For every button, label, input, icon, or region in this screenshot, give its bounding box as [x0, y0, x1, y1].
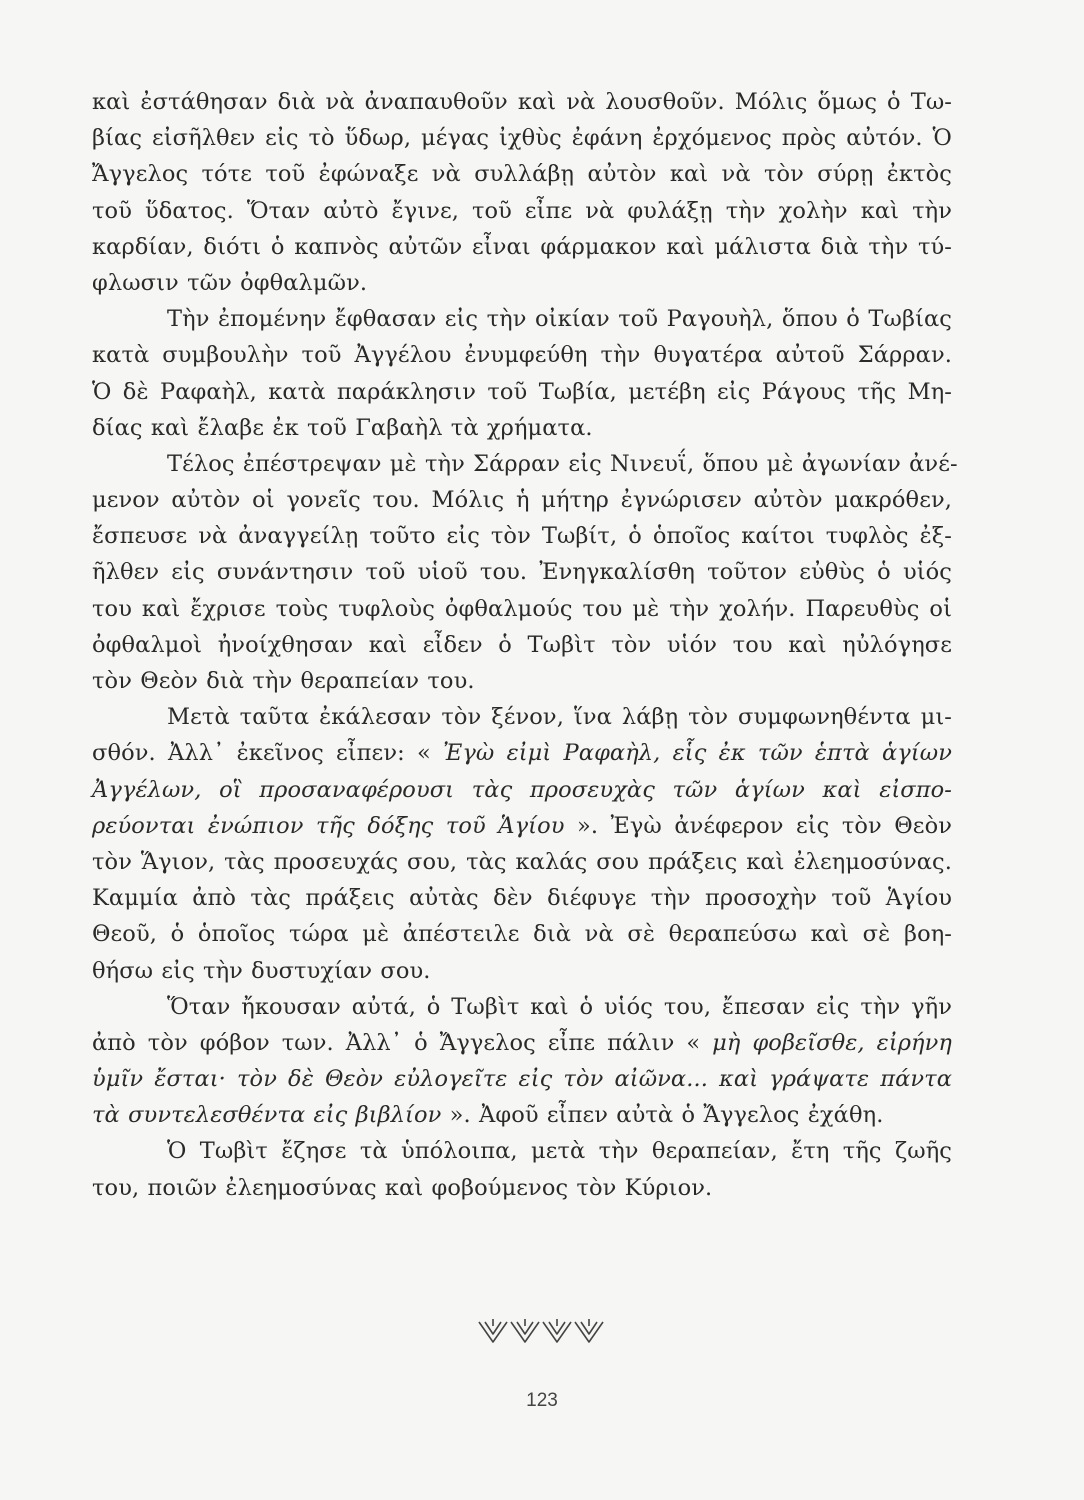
text-line: κατὰ συμβουλὴν τοῦ Ἀγγέλου ἐνυμφεύθη τὴν θυγατέρα αὐτοῦ Σάρραν. — [92, 342, 952, 369]
text-line: ῆλθεν εἰς συνάντησιν τοῦ υἱοῦ του. Ἐνηγκαλίσθη τοῦτον εὐθὺς ὁ υἱός — [92, 559, 952, 586]
text-line: τὸν Ἅγιον, τὰς προσευχάς σου, τὰς καλάς σου πράξεις καὶ ἐλεημοσύνας. — [92, 848, 952, 875]
paragraph-start: Ὅταν ἤκουσαν αὐτά, ὁ Τωβὶτ καὶ ὁ υἱός του, ἔπεσαν εἰς τὴν γῆν — [167, 993, 952, 1020]
paragraph-start: Μετὰ ταῦτα ἐκάλεσαν τὸν ξένον, ἵνα λάβῃ τὸν συμφωνηθέντα μι- — [167, 704, 952, 731]
text-line: ὀφθαλμοὶ ἠνοίχθησαν καὶ εἶδεν ὁ Τωβὶτ τὸν υἱόν του καὶ ηὐλόγησε — [92, 631, 952, 658]
quote-text: τὰ συντελεσθέντα εἰς βιβλίον — [92, 1102, 442, 1129]
quote-text: Ἐγὼ εἰμὶ Ραφαὴλ, εἷς ἐκ τῶν ἑπτὰ ἁγίων — [443, 740, 952, 767]
text-line-quote — [92, 808, 952, 844]
text-line-quote — [92, 1097, 952, 1133]
page-number: 123 — [526, 1390, 558, 1411]
text-line-quote — [92, 1025, 952, 1061]
quote-text: μὴ φοβεῖσθε, εἰρήνη — [712, 1029, 953, 1056]
quote-line: ὑμῖν ἔσται· τὸν δὲ Θεὸν εὐλογεῖτε εἰς τὸν αἰῶνα... καὶ γράψατε πάντα — [92, 1066, 952, 1093]
text-line-quote — [92, 735, 952, 771]
text-line: καρδίαν, διότι ὁ καπνὸς αὐτῶν εἶναι φάρμακον καὶ μάλιστα διὰ τὴν τύ- — [92, 233, 952, 260]
paragraph-start: Ὁ Τωβὶτ ἔζησε τὰ ὑπόλοιπα, μετὰ τὴν θεραπείαν, ἔτη τῆς ζωῆς — [167, 1138, 952, 1165]
text-line: μενον αὐτὸν οἱ γονεῖς του. Μόλις ἡ μήτηρ ἐγνώρισεν αὐτὸν μακρόθεν, — [92, 487, 952, 514]
paragraph-start: Τὴν ἐπομένην ἔφθασαν εἰς τὴν οἰκίαν τοῦ Ραγουὴλ, ὅπου ὁ Τωβίας — [167, 306, 952, 333]
text-line: φλωσιν τῶν ὀφθαλμῶν. — [92, 269, 368, 296]
text-line: τοῦ ὕδατος. Ὅταν αὐτὸ ἔγινε, τοῦ εἶπε νὰ φυλάξῃ τὴν χολὴν καὶ τὴν — [92, 197, 952, 224]
paragraph-start: Τέλος ἐπέστρεψαν μὲ τὴν Σάρραν εἰς Νινευΐ, ὅπου μὲ ἀγωνίαν ἀνέ- — [167, 450, 958, 477]
text-line: Ἄγγελος τότε τοῦ ἐφώναξε νὰ συλλάβῃ αὐτὸν καὶ νὰ τὸν σύρῃ ἐκτὸς — [92, 161, 952, 188]
text-line: Θεοῦ, ὁ ὁποῖος τώρα μὲ ἀπέστειλε διὰ νὰ σὲ θεραπεύσω καὶ σὲ βοη- — [92, 921, 952, 948]
ornament-icon — [477, 1316, 607, 1346]
text-line: καὶ ἐστάθησαν διὰ νὰ ἀναπαυθοῦν καὶ νὰ λουσθοῦν. Μόλις ὅμως ὁ Τω- — [92, 89, 952, 115]
text-line: ἔσπευσε νὰ ἀναγγείλῃ τοῦτο εἰς τὸν Τωβίτ, ὁ ὁποῖος καίτοι τυφλὸς ἐξ- — [92, 523, 952, 550]
text-line: του καὶ ἔχρισε τοὺς τυφλοὺς ὀφθαλμούς του μὲ τὴν χολήν. Παρευθὺς οἱ — [92, 595, 952, 622]
quote-close: ». Ἐγὼ ἀνέφερον εἰς τὸν Θεὸν — [564, 812, 952, 839]
text-line: τὸν Θεὸν διὰ τὴν θεραπείαν του. — [92, 668, 475, 694]
text-line: θήσω εἰς τὴν δυστυχίαν σου. — [92, 957, 431, 984]
quote-lead-in: ἀπὸ τὸν φόβον των. Ἀλλ᾽ ὁ Ἄγγελος εἶπε πάλιν « — [92, 1029, 713, 1056]
body-text — [92, 84, 958, 1206]
quote-text: ρεύονται ἐνώπιον τῆς δόξης τοῦ Ἁγίου — [92, 812, 565, 839]
ornament-divider — [0, 1316, 1084, 1346]
text-line: δίας καὶ ἔλαβε ἐκ τοῦ Γαβαὴλ τὰ χρήματα. — [92, 414, 593, 441]
text-line: Ὁ δὲ Ραφαὴλ, κατὰ παράκλησιν τοῦ Τωβία, μετέβη εἰς Ράγους τῆς Μη- — [92, 378, 952, 405]
text-line: του, ποιῶν ἐλεημοσύνας καὶ φοβούμενος τὸν Κύριον. — [92, 1174, 713, 1201]
text-line: Καμμία ἀπὸ τὰς πράξεις αὐτὰς δὲν διέφυγε τὴν προσοχὴν τοῦ Ἁγίου — [92, 885, 952, 912]
quote-line: Ἀγγέλων, οἳ προσαναφέρουσι τὰς προσευχὰς τῶν ἁγίων καὶ εἰσπο- — [92, 776, 952, 803]
text-line: βίας εἰσῆλθεν εἰς τὸ ὕδωρ, μέγας ἰχθὺς ἐφάνη ἐρχόμενος πρὸς αὐτόν. Ὁ — [92, 125, 952, 152]
quote-lead-in: σθόν. Ἀλλ᾽ ἐκεῖνος εἶπεν: « — [92, 740, 444, 767]
quote-close: ». Ἀφοῦ εἶπεν αὐτὰ ὁ Ἄγγελος ἐχάθη. — [441, 1102, 884, 1129]
